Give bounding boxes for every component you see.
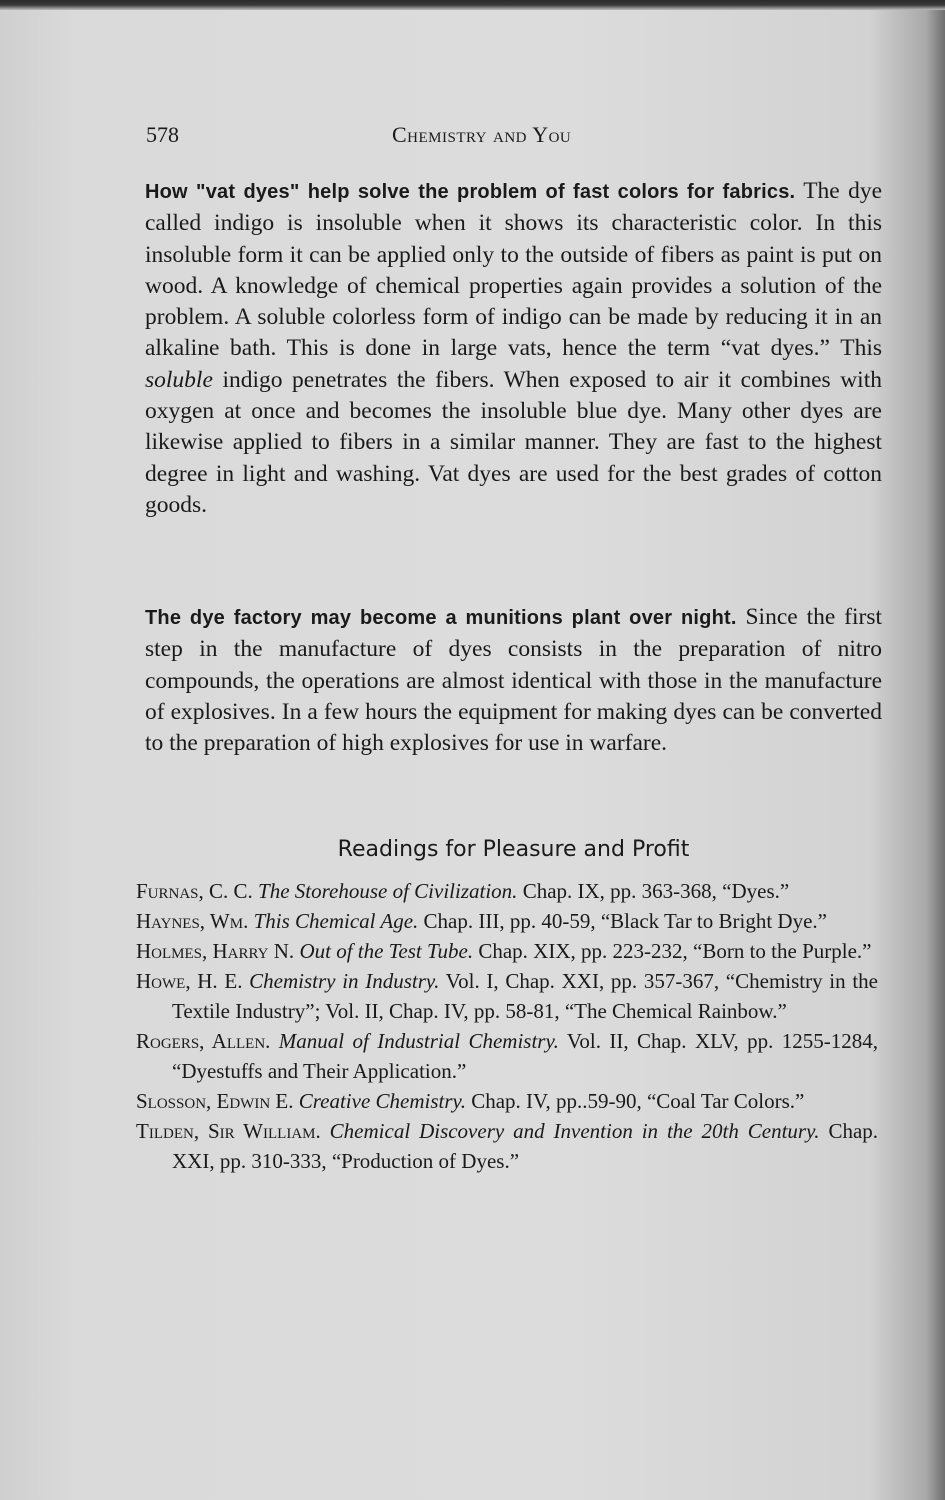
vat-dyes-heading: How "vat dyes" help solve the problem of fast colors for fabrics. (145, 181, 796, 203)
reading-author: Holmes, Harry N. (136, 939, 295, 963)
reading-entry (136, 906, 878, 936)
reading-details: Chap. IV, pp..59-90, “Coal Tar Colors.” (471, 1089, 805, 1113)
reading-author: Howe, H. E. (136, 969, 243, 993)
page-number: 578 (146, 122, 179, 147)
reading-entry (136, 1086, 878, 1116)
reading-details: Chap. III, pp. 40-59, “Black Tar to Bright Dye.” (423, 909, 827, 933)
reading-entry (136, 936, 878, 966)
reading-title: Out of the Test Tube. (299, 939, 474, 963)
reading-details: Vol. I, Chap. XXI, pp. 357-367, “Chemistry in the Textile Industry”; Vol. II, Chap. IV, pp. 58-81, “The Chemical Rainbow.” (172, 969, 879, 1023)
section-vat-dyes (145, 176, 882, 521)
vat-dyes-text-1: The dye called indigo is insoluble when it shows its characteristic color. In this insoluble form it can be applied only to the outside of fibers as paint is put on wood. A knowledge of chemical properties again provides a solution of the problem. A soluble colorless form of indigo can be made by reducing it in an alkaline bath. This is done in large vats, hence the term “vat dyes.” This (145, 178, 883, 362)
reading-details: Vol. II, Chap. XLV, pp. 1255-1284, “Dyestuffs and Their Application.” (172, 1029, 878, 1083)
munitions-text: Since the first step in the manufacture of dyes consists in the preparation of nitro compounds, the operations are almost identical with those in the manufacture of explosives. In a few hours the equipment for making dyes can be converted to the preparation of high explosives for use in warfare. (145, 604, 882, 757)
reading-details: Chap. IX, pp. 363-368, “Dyes.” (522, 879, 790, 903)
reading-author: Rogers, Allen. (136, 1029, 271, 1053)
reading-details: Chap. XIX, pp. 223-232, “Born to the Purple.” (478, 939, 872, 963)
reading-title: The Storehouse of Civilization. (258, 879, 518, 903)
reading-title: Chemical Discovery and Invention in the 20th Century. (329, 1119, 820, 1143)
reading-entry (136, 1026, 878, 1086)
running-title: Chemistry and You (392, 122, 572, 147)
reading-author: Furnas, C. C. (136, 879, 253, 903)
reading-entry (136, 1116, 878, 1176)
vat-dyes-emphasis: soluble (145, 366, 213, 393)
vat-dyes-text-2: indigo penetrates the fibers. When exposed to air it combines with oxygen at once and becomes the insoluble blue dye. Many other dyes are likewise applied to fibers in a similar manner. They are fast to the highest degree in light and washing. Vat dyes are used for the best grades of cotton goods. (145, 366, 882, 518)
readings-list (136, 876, 878, 1176)
vat-dyes-paragraph (145, 176, 882, 521)
reading-title: Chemistry in Industry. (249, 969, 440, 993)
page-top-edge (0, 0, 945, 10)
munitions-paragraph (145, 602, 882, 759)
reading-details: Chap. XXI, pp. 310-333, “Production of Dyes.” (172, 1119, 879, 1173)
section-munitions (145, 602, 882, 759)
reading-title: Creative Chemistry. (298, 1089, 466, 1113)
reading-author: Haynes, Wm. (136, 909, 249, 933)
reading-title: Manual of Industrial Chemistry. (278, 1029, 559, 1053)
reading-entry (136, 966, 878, 1026)
reading-entry (136, 876, 878, 906)
page-header (146, 120, 882, 160)
readings-title: Readings for Pleasure and Profit (337, 837, 690, 862)
reading-author: Tilden, Sir William. (136, 1119, 321, 1143)
reading-title: This Chemical Age. (253, 909, 419, 933)
munitions-heading: The dye factory may become a munitions plant over night. (145, 607, 737, 629)
reading-author: Slosson, Edwin E. (136, 1089, 294, 1113)
